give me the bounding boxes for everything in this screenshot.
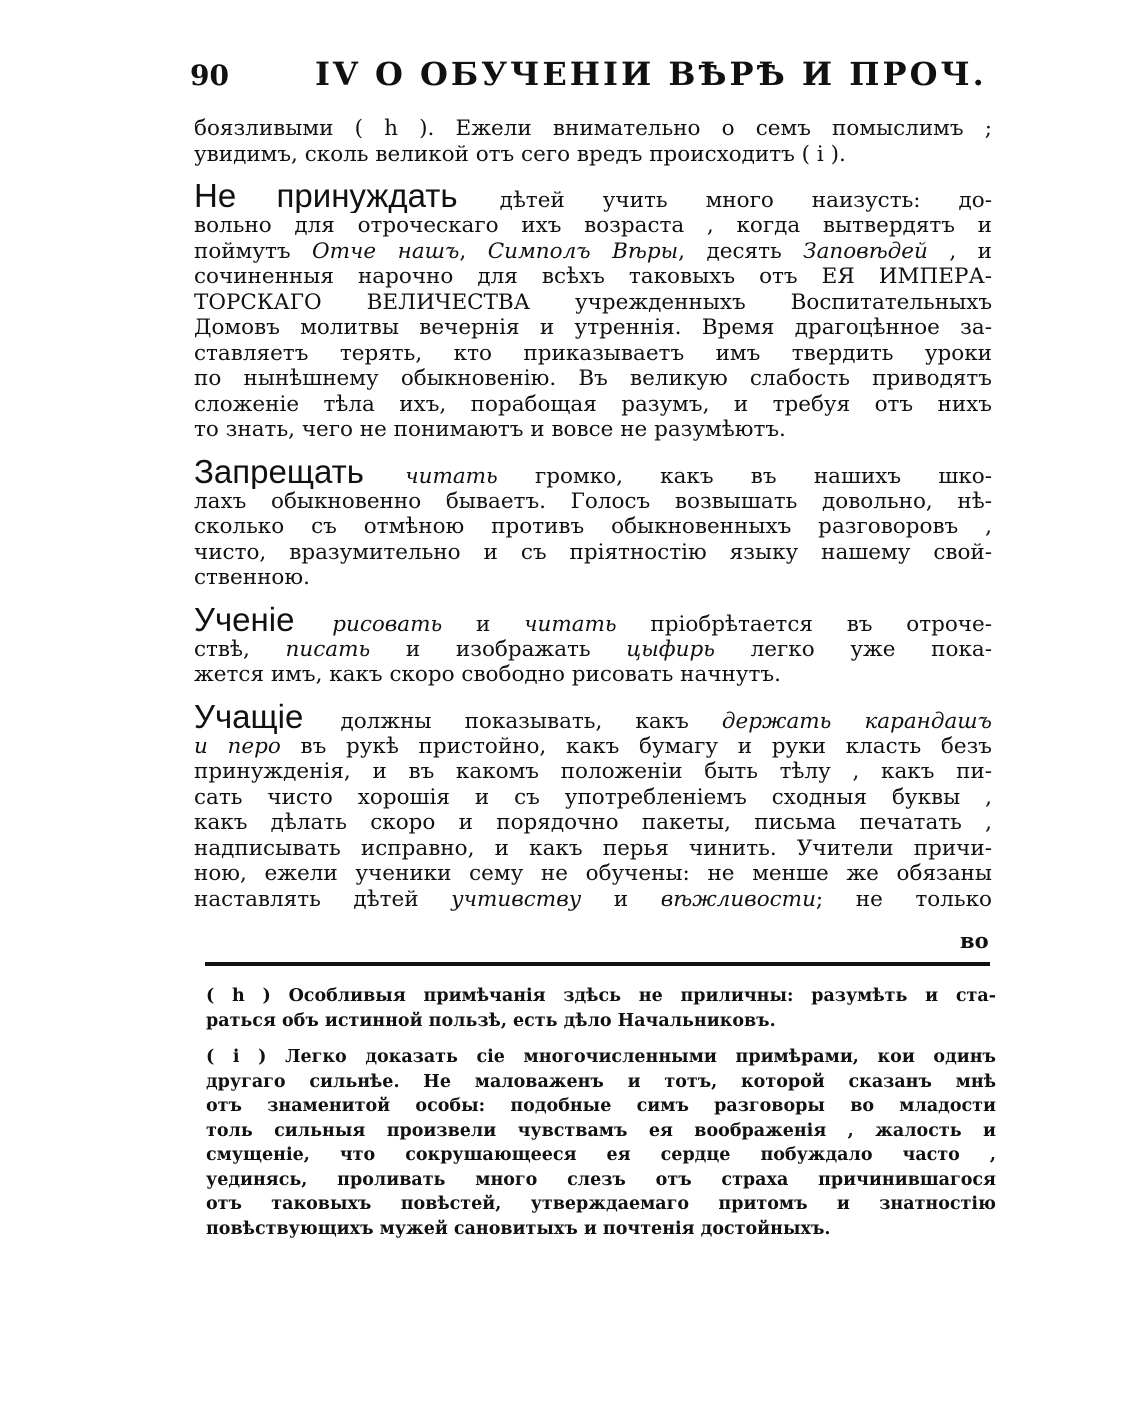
footnote-line: уединясь, проливать много слезъ отъ страха причинившагося <box>206 1169 996 1190</box>
text-line: ТОРСКАГО ВЕЛИЧЕСТВА учрежденныхъ Воспитательныхъ <box>194 289 992 315</box>
catchword: во <box>960 928 989 953</box>
footnote-line: другаго сильнѣе. Не маловаженъ и тотъ, которой сказанъ мнѣ <box>206 1071 996 1092</box>
text-line: сать чисто хорошія и съ употребленіемъ сходныя буквы , <box>194 784 992 810</box>
running-head: IV О ОБУЧЕНІИ ВѢРѢ И ПРОЧ. <box>315 55 987 93</box>
footnote-line: смущеніе, что сокрушающееся ея сердце побуждало часто , <box>206 1145 996 1165</box>
footnote-line: отъ знаменитой особы: подобные симъ разговоры во младости <box>206 1096 996 1116</box>
text-line: ственною. <box>194 565 310 590</box>
text-line: то знать, чего не понимаютъ и вовсе не разумѣютъ. <box>194 417 786 442</box>
footnote-line: толь сильныя произвели чувствамъ ея воображенія , жалость и <box>206 1120 996 1141</box>
text-line: увидимъ, сколь великой отъ сего вредъ происходитъ ( i ). <box>194 141 846 167</box>
text-line: ставляетъ терять, кто приказываетъ имъ твердить уроки <box>194 340 992 366</box>
page-header <box>190 55 990 99</box>
paragraph-first-line: Учащіе должны показывать, какъ держать карандашъ <box>194 699 992 734</box>
footnote-line: ( i ) Легко доказать сіе многочисленными примѣрами, кои одинъ <box>206 1047 996 1067</box>
text-line: сколько съ отмѣною противъ обыкновенныхъ разговоровъ , <box>194 514 992 539</box>
footnote-divider <box>205 962 990 966</box>
text-line: ствѣ, писать и изображать цыфирь легко уже пока- <box>194 636 992 662</box>
paragraph-first-line: Не принуждать дѣтей учить много наизусть: до- <box>194 179 992 213</box>
paragraph-lead-word: Учащіе <box>194 699 304 734</box>
text-line: жется имъ, какъ скоро свободно рисовать начнутъ. <box>194 662 781 687</box>
footnote-line: ( h ) Особливыя примѣчанія здѣсь не приличны: разумѣть и ста- <box>206 986 996 1006</box>
paragraph-first-line: Ученіе рисовать и читать пріобрѣтается въ отроче- <box>194 602 992 637</box>
footnote-line: раться объ истинной пользѣ, есть дѣло Начальниковъ. <box>206 1010 776 1031</box>
text-line: сложеніе тѣла ихъ, порабощая разумъ, и требуя отъ нихъ <box>194 391 992 417</box>
text-line: по нынѣшнему обыкновенію. Въ великую слабость приводятъ <box>194 366 992 391</box>
paragraph-lead-word: Не принуждать <box>194 179 458 213</box>
body-text <box>194 116 992 912</box>
text-line: чисто, вразумительно и съ пріятностію языку нашему свой- <box>194 539 992 565</box>
paragraph-lead-word: Запрещать <box>194 454 364 489</box>
text-line: наставлять дѣтей учтивству и вѣжливости; не только <box>194 886 992 912</box>
paragraph-lead-word: Ученіе <box>194 602 295 637</box>
text-line: принужденія, и въ какомъ положеніи быть тѣлу , какъ пи- <box>194 759 992 784</box>
footnote-line: повѣствующихъ мужей сановитыхъ и почтенія достойныхъ. <box>206 1218 831 1239</box>
text-line: и перо въ рукѣ пристойно, какъ бумагу и руки класть безъ <box>194 733 992 759</box>
paragraph-first-line: Запрещать читать громко, какъ въ нашихъ шко- <box>194 454 992 489</box>
footnote-line: отъ таковыхъ повѣстей, утверждаемаго притомъ и знатностію <box>206 1194 996 1214</box>
text-line: сочиненныя нарочно для всѣхъ таковыхъ отъ ЕЯ ИМПЕРА- <box>194 264 992 289</box>
footnotes <box>206 984 996 1241</box>
text-line: Домовъ молитвы вечернія и утреннія. Время драгоцѣнное за- <box>194 315 992 340</box>
text-line: надписывать исправно, и какъ перья чинить. Учители причи- <box>194 835 992 861</box>
text-line: лахъ обыкновенно бываетъ. Голосъ возвышать довольно, нѣ- <box>194 488 992 514</box>
text-line: ною, ежели ученики сему не обучены: не менше же обязаны <box>194 861 992 886</box>
text-line: какъ дѣлать скоро и порядочно пакеты, письма печатать , <box>194 810 992 835</box>
page-number: 90 <box>190 59 229 92</box>
text-line: вольно для отроческаго ихъ возраста , когда вытвердятъ и <box>194 213 992 238</box>
text-line: боязливыми ( h ). Ежели внимательно о семъ помыслимъ ; <box>194 116 992 141</box>
text-line: поймутъ Отче нашъ, Симполъ Вѣры, десять Заповѣдей , и <box>194 238 992 264</box>
